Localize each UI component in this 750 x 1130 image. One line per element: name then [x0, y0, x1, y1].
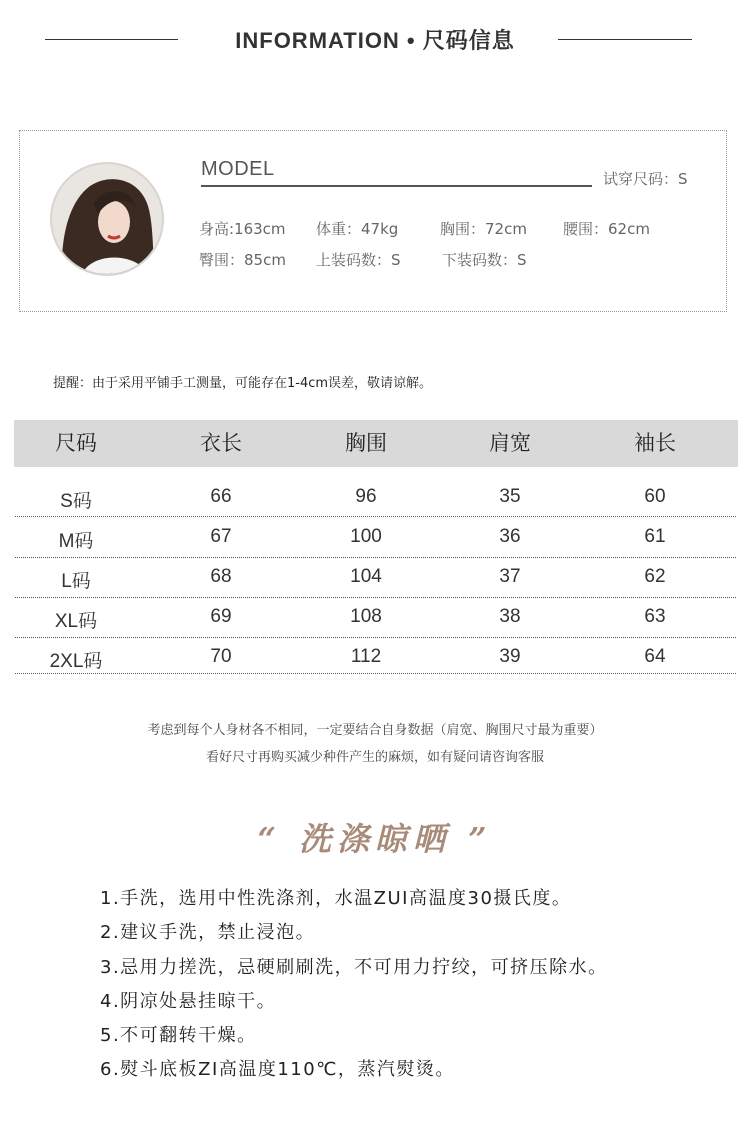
header-length: 衣长 — [200, 431, 242, 455]
stat-hip: 臀围：85cm — [199, 251, 286, 269]
table-cell: 100 — [350, 526, 382, 547]
table-cell: 63 — [644, 606, 666, 627]
washing-item: 3.忌用力搓洗，忌硬刷刷洗，不可用力拧绞，可挤压除水。 — [100, 957, 608, 978]
size-advice-line1: 考虑到每个人身材各不相同，一定要结合自身数据（肩宽、胸围尺寸最为重要） — [147, 723, 603, 738]
header-bust: 胸围 — [345, 431, 387, 455]
stat-top-size: 上装码数：S — [316, 251, 401, 269]
table-cell: XL码 — [54, 611, 98, 632]
model-avatar — [50, 162, 164, 276]
table-cell: 96 — [355, 486, 377, 507]
model-photo-icon — [52, 164, 162, 274]
washing-item: 4.阴凉处悬挂晾干。 — [100, 991, 277, 1012]
table-cell: M码 — [58, 531, 94, 552]
row-divider — [15, 516, 736, 517]
table-cell: 61 — [644, 526, 666, 547]
table-cell: 38 — [499, 606, 521, 627]
stat-weight: 体重：47kg — [316, 220, 399, 238]
table-cell: 112 — [350, 646, 382, 667]
washing-item: 1.手洗，选用中性洗涤剂，水温ZUI高温度30摄氏度。 — [100, 888, 572, 909]
washing-item: 2.建议手洗，禁止浸泡。 — [100, 922, 316, 943]
table-cell: 70 — [210, 646, 232, 667]
table-cell: 35 — [499, 486, 521, 507]
header-size: 尺码 — [55, 431, 97, 455]
model-label: MODEL — [201, 158, 275, 180]
stat-bust: 胸围：72cm — [440, 220, 527, 238]
table-cell: 68 — [210, 566, 232, 587]
table-cell: 36 — [499, 526, 521, 547]
stat-height: 身高:163cm — [199, 220, 286, 238]
table-cell: 66 — [210, 486, 232, 507]
row-divider — [15, 637, 736, 638]
row-divider — [15, 673, 736, 674]
table-cell: 104 — [350, 566, 382, 587]
table-cell: L码 — [61, 571, 91, 592]
stat-waist: 腰围：62cm — [563, 220, 650, 238]
table-cell: 60 — [644, 486, 666, 507]
table-cell: 37 — [499, 566, 521, 587]
size-table-header — [14, 420, 738, 467]
table-cell: 62 — [644, 566, 666, 587]
table-cell: 64 — [644, 646, 666, 667]
table-cell: 67 — [210, 526, 232, 547]
measurement-reminder: 提醒：由于采用平铺手工测量，可能存在1-4cm误差，敬请谅解。 — [53, 376, 433, 391]
row-divider — [15, 597, 736, 598]
row-divider — [15, 557, 736, 558]
stat-bottom-size: 下装码数：S — [442, 251, 527, 269]
page-title: INFORMATION • 尺码信息 — [235, 28, 515, 53]
table-cell: 69 — [210, 606, 232, 627]
header-shoulder: 肩宽 — [489, 431, 531, 455]
table-cell: 39 — [499, 646, 521, 667]
table-cell: 108 — [350, 606, 382, 627]
washing-item: 5.不可翻转干燥。 — [100, 1025, 257, 1046]
table-cell: S码 — [60, 491, 92, 512]
washing-item: 6.熨斗底板ZI高温度110℃，蒸汽熨烫。 — [100, 1059, 455, 1080]
header-sleeve: 袖长 — [634, 431, 676, 455]
tryon-size: 试穿尺码：S — [603, 170, 688, 188]
model-underline — [201, 185, 592, 187]
table-cell: 2XL码 — [49, 651, 103, 672]
washing-title: “ 洗涤晾晒 ” — [257, 820, 493, 858]
size-advice-line2: 看好尺寸再购买减少种件产生的麻烦，如有疑问请咨询客服 — [205, 750, 544, 765]
